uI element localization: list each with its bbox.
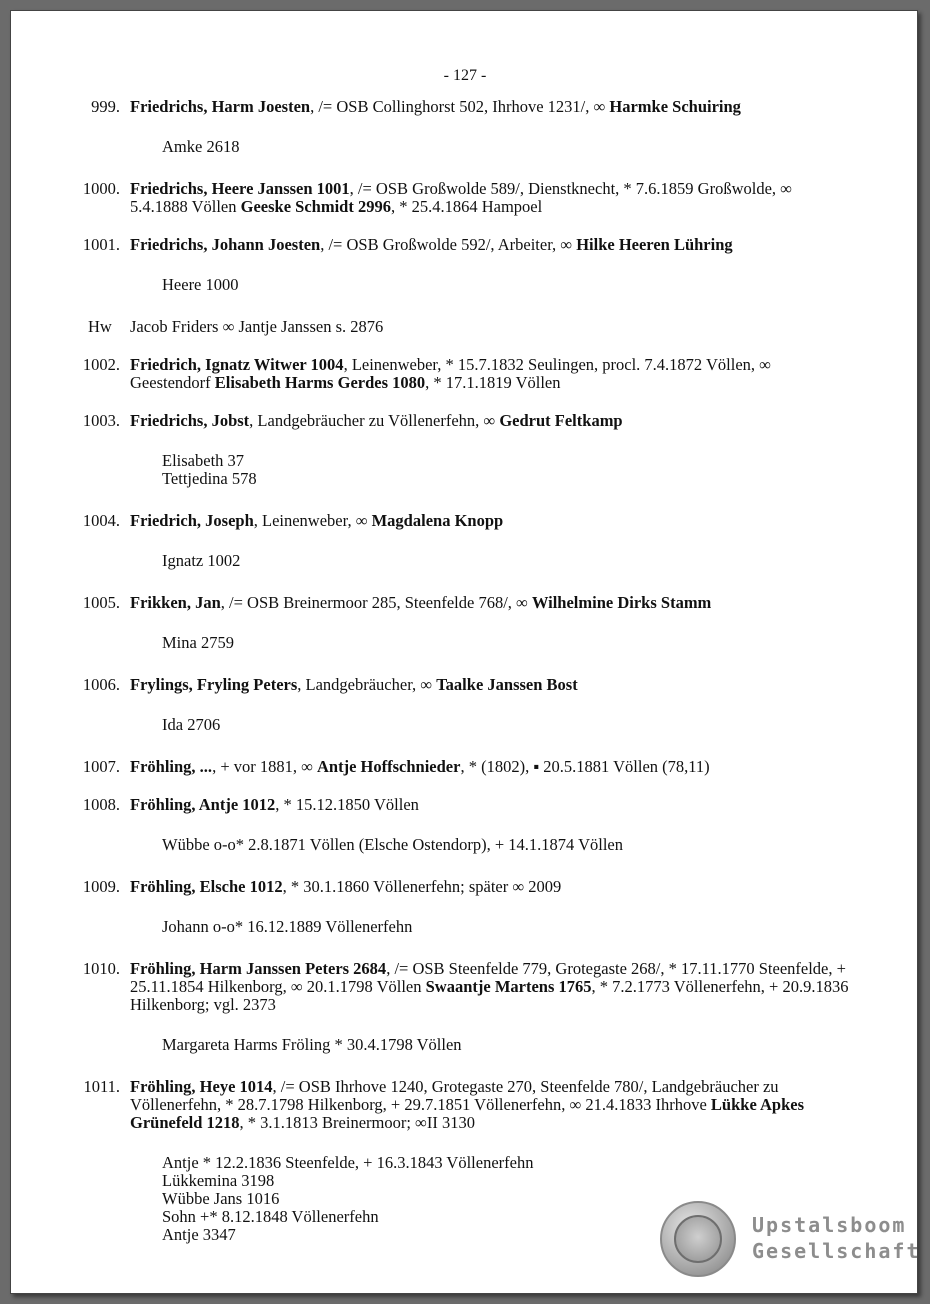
- entry-detail: Jacob Friders ∞ Jantje Janssen s. 2876: [130, 317, 384, 336]
- child-line: Lükkemina 3198: [162, 1171, 275, 1190]
- entry-text: [130, 318, 850, 336]
- entry-text: [130, 960, 850, 1014]
- entry: [0, 512, 930, 570]
- person-name: Swaantje Martens 1765: [425, 977, 592, 996]
- children-list: [162, 276, 842, 294]
- entry-detail: , /= OSB Steenfelde 779, Grotegaste 268/, * 17.11.1770 Steenfelde, + 25.11.1854 Hilkenborg, ∞ 20.1.1798 Völlen: [130, 959, 846, 996]
- entry-detail: , * 17.1.1819 Völlen: [425, 373, 561, 392]
- entry-number: 1007.: [82, 757, 120, 776]
- person-name: Hilke Heeren Lühring: [576, 235, 733, 254]
- entry-detail: , * 7.2.1773 Völlenerfehn, + 20.9.1836 Hilkenborg; vgl. 2373: [130, 977, 849, 1014]
- entry-detail: , Leinenweber, ∞: [253, 511, 372, 530]
- publisher-logo: [660, 1198, 921, 1278]
- entry-text: [130, 236, 850, 254]
- entry-detail: , * 25.4.1864 Hampoel: [390, 197, 543, 216]
- entry-text: [130, 758, 850, 776]
- entry: [0, 758, 930, 776]
- person-name: Gedrut Feltkamp: [499, 411, 623, 430]
- entry: [0, 318, 930, 336]
- child-line: Margareta Harms Fröling * 30.4.1798 Völlen: [162, 1035, 462, 1054]
- entry-list: [0, 98, 930, 1244]
- entry-detail: , * 15.12.1850 Völlen: [275, 795, 419, 814]
- entry-text: [130, 412, 850, 430]
- entry-detail: , /= OSB Großwolde 592/, Arbeiter, ∞: [320, 235, 577, 254]
- person-name: Friedrichs, Johann Joesten: [130, 235, 321, 254]
- entry-number: 1005.: [82, 593, 120, 612]
- entry-text: [130, 180, 850, 216]
- entry-text: [130, 676, 850, 694]
- children-list: [162, 1036, 842, 1054]
- child-line: Ignatz 1002: [162, 551, 241, 570]
- entry: [0, 594, 930, 652]
- person-name: Geeske Schmidt 2996: [240, 197, 391, 216]
- entry-number: 1004.: [82, 511, 120, 530]
- entry-number: 1009.: [82, 877, 120, 896]
- child-line: Mina 2759: [162, 633, 234, 652]
- child-line: Sohn +* 8.12.1848 Völlenerfehn: [162, 1207, 379, 1226]
- entry-text: [130, 878, 850, 896]
- entry-detail: , Landgebräucher, ∞: [297, 675, 437, 694]
- person-name: Friedrichs, Harm Joesten: [130, 97, 311, 116]
- entry-text: [130, 356, 850, 392]
- entry-detail: , Landgebräucher zu Völlenerfehn, ∞: [249, 411, 500, 430]
- child-line: Ida 2706: [162, 715, 221, 734]
- entry-detail: , /= OSB Großwolde 589/, Dienstknecht, * 7.6.1859 Großwolde, ∞ 5.4.1888 Völlen: [130, 179, 792, 216]
- person-name: Wilhelmine Dirks Stamm: [531, 593, 712, 612]
- person-name: Lükke Apkes Grünefeld 1218: [130, 1095, 804, 1132]
- entry-detail: , /= OSB Collinghorst 502, Ihrhove 1231/, ∞: [310, 97, 610, 116]
- entry-number: 1008.: [82, 795, 120, 814]
- person-name: Fröhling, Heye 1014: [130, 1077, 273, 1096]
- person-name: Magdalena Knopp: [371, 511, 504, 530]
- seal-icon: [660, 1201, 736, 1277]
- child-line: Amke 2618: [162, 137, 240, 156]
- person-name: Fröhling, Harm Janssen Peters 2684: [130, 959, 387, 978]
- entry: [0, 236, 930, 294]
- child-line: Antje * 12.2.1836 Steenfelde, + 16.3.1843 Völlenerfehn: [162, 1153, 534, 1172]
- person-name: Friedrichs, Jobst: [130, 411, 250, 430]
- logo-line-1: Upstalsboom: [752, 1213, 907, 1237]
- person-name: Elisabeth Harms Gerdes 1080: [214, 373, 426, 392]
- entry: [0, 98, 930, 156]
- entry-number: 1002.: [82, 355, 120, 374]
- entry-number: 1003.: [82, 411, 120, 430]
- child-line: Antje 3347: [162, 1225, 236, 1244]
- person-name: Fröhling, Antje 1012: [130, 795, 276, 814]
- entry-detail: , + vor 1881, ∞: [212, 757, 318, 776]
- child-line: Heere 1000: [162, 275, 239, 294]
- person-name: Antje Hoffschnieder: [317, 757, 461, 776]
- entry-text: [130, 796, 850, 814]
- person-name: Fröhling, Elsche 1012: [130, 877, 283, 896]
- entry-text: [130, 1078, 850, 1132]
- child-line: Elisabeth 37: [162, 451, 245, 470]
- entry-detail: , Leinenweber, * 15.7.1832 Seulingen, procl. 7.4.1872 Völlen, ∞ Geestendorf: [130, 355, 771, 392]
- person-name: Friedrichs, Heere Janssen 1001: [130, 179, 350, 198]
- entry-detail: , /= OSB Ihrhove 1240, Grotegaste 270, Steenfelde 780/, Landgebräucher zu Völlenerfehn, * 28.7.1798 Hilkenborg, + 29.7.1851 Völlenerfehn, ∞ 21.4.1833 Ihrhove: [130, 1077, 779, 1114]
- children-list: [162, 634, 842, 652]
- page-number: - 127 -: [443, 67, 487, 84]
- children-list: [162, 716, 842, 734]
- entry: [0, 412, 930, 488]
- entry-number: 1001.: [82, 235, 120, 254]
- entry-number: 1006.: [82, 675, 120, 694]
- person-name: Frylings, Fryling Peters: [130, 675, 298, 694]
- child-line: Wübbe Jans 1016: [162, 1189, 280, 1208]
- logo-line-2: Gesellschaft: [752, 1239, 921, 1263]
- entry: [0, 960, 930, 1054]
- children-list: [162, 918, 842, 936]
- children-list: [162, 452, 842, 488]
- entry-text: [130, 512, 850, 530]
- entry: [0, 356, 930, 392]
- children-list: [162, 138, 842, 156]
- children-list: [162, 836, 842, 854]
- person-name: Friedrich, Ignatz Witwer 1004: [130, 355, 344, 374]
- entry: [0, 878, 930, 936]
- person-name: Fröhling, ...: [130, 757, 213, 776]
- entry: [0, 796, 930, 854]
- entry-number: 1011.: [83, 1077, 120, 1096]
- entry-number: Hw: [88, 317, 112, 336]
- entry-number: 1000.: [82, 179, 120, 198]
- entry-number: 999.: [91, 97, 120, 116]
- entry-detail: , /= OSB Breinermoor 285, Steenfelde 768/, ∞: [220, 593, 532, 612]
- entry-detail: , * 3.1.1813 Breinermoor; ∞II 3130: [239, 1113, 475, 1132]
- child-line: Tettjedina 578: [162, 469, 257, 488]
- entry-number: 1010.: [82, 959, 120, 978]
- entry-text: [130, 594, 850, 612]
- entry-detail: , * 30.1.1860 Völlenerfehn; später ∞ 2009: [282, 877, 562, 896]
- entry: [0, 676, 930, 734]
- child-line: Johann o-o* 16.12.1889 Völlenerfehn: [162, 917, 413, 936]
- entry: [0, 180, 930, 216]
- entry-text: [130, 98, 850, 116]
- child-line: Wübbe o-o* 2.8.1871 Völlen (Elsche Ostendorp), + 14.1.1874 Völlen: [162, 835, 624, 854]
- person-name: Frikken, Jan: [130, 593, 221, 612]
- person-name: Taalke Janssen Bost: [436, 675, 578, 694]
- children-list: [162, 552, 842, 570]
- entry-detail: , * (1802), ▪ 20.5.1881 Völlen (78,11): [460, 757, 710, 776]
- person-name: Harmke Schuiring: [609, 97, 741, 116]
- person-name: Friedrich, Joseph: [130, 511, 254, 530]
